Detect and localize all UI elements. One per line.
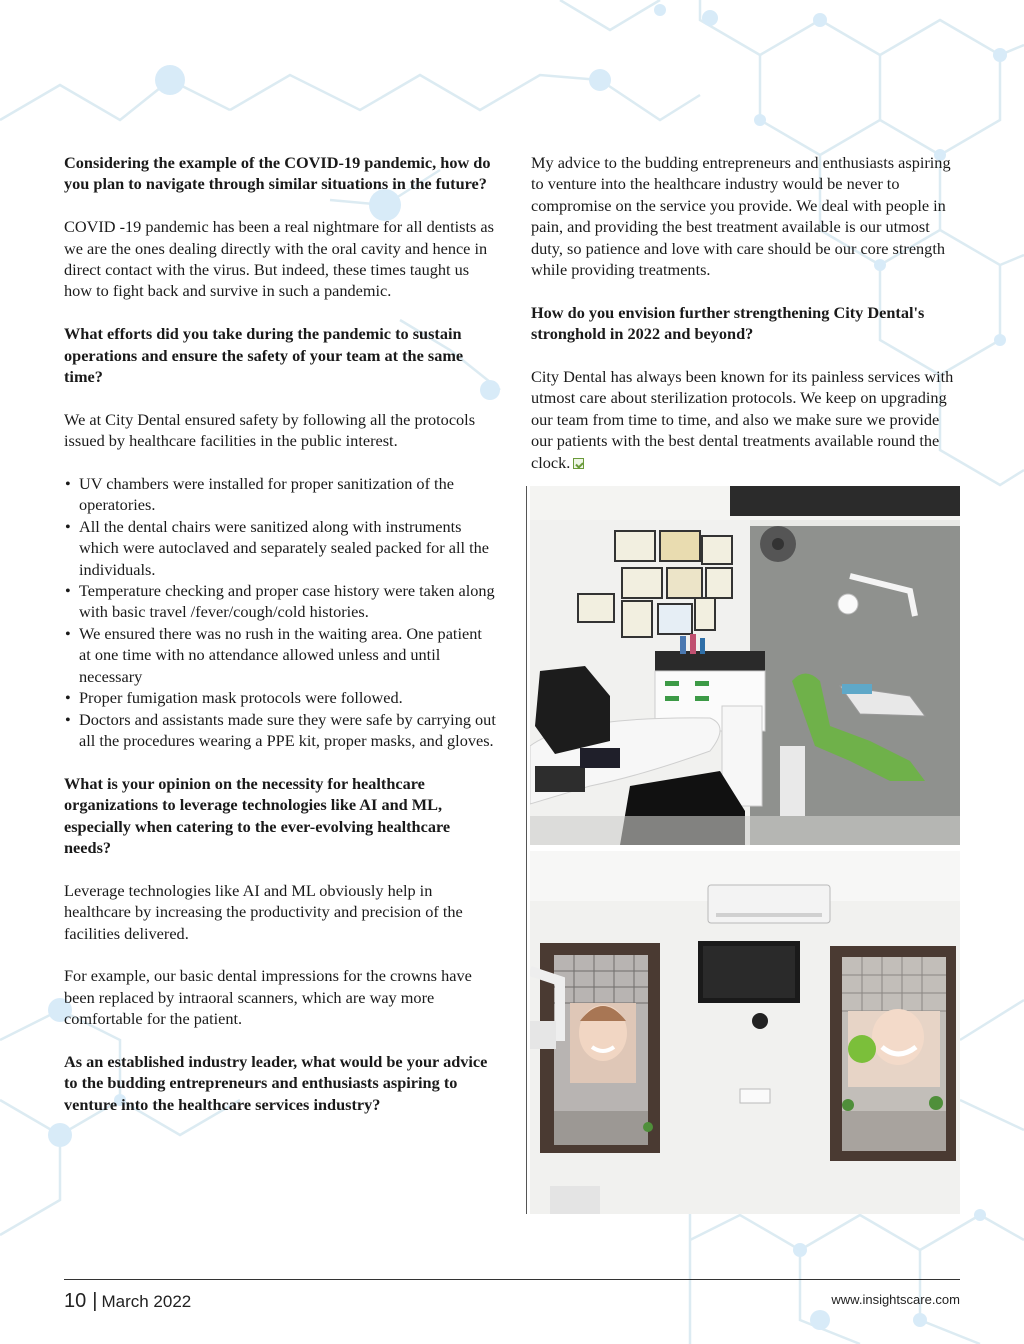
safety-measures-list <box>64 473 496 751</box>
right-column <box>531 152 961 473</box>
list-item: • Temperature checking and proper case history were taken along with basic travel /fever/cough/cold histories. <box>64 580 496 623</box>
page-number: 10 <box>64 1290 87 1312</box>
list-item: • UV chambers were installed for proper sanitization of the operatories. <box>64 473 496 516</box>
article-end-icon <box>573 458 584 469</box>
answer-covid-navigation: COVID -19 pandemic has been a real nightmare for all dentists as we are the ones dealing directly with the oral cavity and hence in direct contact with the virus. But indeed, these times taught us how to fight back and survive in such a pandemic. <box>64 217 494 301</box>
question-pandemic-efforts: What efforts did you take during the pandemic to sustain operations and ensure the safety of your team at the same time? <box>64 324 464 387</box>
photo-divider <box>526 486 527 1214</box>
website-url: www.insightscare.com <box>831 1292 960 1307</box>
question-ai-ml: What is your opinion on the necessity for healthcare organizations to leverage technologies like AI and ML, especially when catering to the ever-evolving healthcare needs? <box>64 773 451 857</box>
list-item: • Proper fumigation mask protocols were followed. <box>64 687 496 708</box>
answer-ai-ml-part2: For example, our basic dental impressions for the crowns have been replaced by intraoral scanners, which are way more comfortable for the patient. <box>64 966 472 1029</box>
issue-date: March 2022 <box>101 1292 192 1311</box>
answer-advice: My advice to the budding entrepreneurs and enthusiasts aspiring to venture into the healthcare industry would be never to compromise on the service you provide. We deal with people in pain, and providing the best treatment available is our utmost duty, so patience and love with care should be our core strength while providing treatments. <box>531 153 951 280</box>
footer-divider <box>64 1279 960 1280</box>
page-footer-left <box>64 1290 191 1313</box>
answer-future-strengthening-text: City Dental has always been known for its painless services with utmost care about sterilization protocols. We keep on upgrading our team from time to time, and also we make sure we provide our patients with the best dental treatments available round the clock. <box>531 367 954 472</box>
dental-clinic-operatory-photo <box>530 486 960 845</box>
dental-clinic-wall-photo <box>530 851 960 1214</box>
list-item: • Doctors and assistants made sure they were safe by carrying out all the procedures wearing a PPE kit, proper masks, and gloves. <box>64 709 496 752</box>
question-future-strengthening: How do you envision further strengthening City Dental's stronghold in 2022 and beyond? <box>531 302 925 344</box>
left-column <box>64 152 496 1115</box>
question-advice: As an established industry leader, what would be your advice to the budding entrepreneurs and enthusiasts aspiring to venture into the healthcare services industry? <box>64 1051 488 1114</box>
answer-ai-ml-part1: Leverage technologies like AI and ML obviously help in healthcare by increasing the productivity and precision of the facilities delivered. <box>64 880 463 943</box>
question-covid-navigation: Considering the example of the COVID-19 pandemic, how do you plan to navigate through similar situations in the future? <box>64 153 491 194</box>
list-item: • We ensured there was no rush in the waiting area. One patient at one time with no attendance allowed unless and until necessary <box>64 623 496 687</box>
list-item: • All the dental chairs were sanitized along with instruments which were autoclaved and separately sealed packed for all the individuals. <box>64 516 496 580</box>
answer-pandemic-efforts: We at City Dental ensured safety by following all the protocols issued by healthcare facilities in the public interest. <box>64 409 476 451</box>
footer-separator: | <box>92 1290 98 1312</box>
answer-future-strengthening <box>531 366 961 473</box>
